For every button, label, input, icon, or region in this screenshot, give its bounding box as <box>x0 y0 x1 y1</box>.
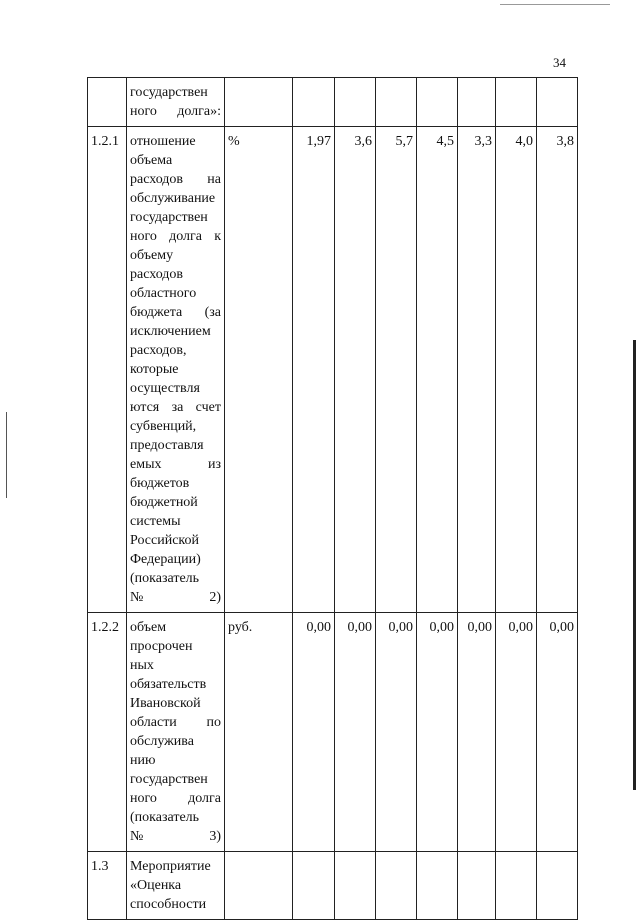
value-cell: 0,00 <box>417 613 458 852</box>
description-line: субвенций, <box>130 419 197 434</box>
value-cell: 0,00 <box>293 613 335 852</box>
value-cell <box>496 78 537 127</box>
description-line: «Оценка <box>130 878 182 893</box>
scan-edge-mark-top <box>500 4 610 5</box>
value-cell: 1,97 <box>293 127 335 613</box>
description-line: области по <box>130 715 221 730</box>
description-line: государствен <box>130 772 208 787</box>
description-line: (показатель <box>130 571 200 586</box>
description-line: бюджетной <box>130 495 198 510</box>
description-line: (показатель <box>130 810 200 825</box>
description-line: обслуживание <box>130 191 216 206</box>
value-cell <box>335 78 376 127</box>
table-row <box>88 852 578 920</box>
description-line: способности <box>130 897 207 912</box>
description-line: расходов, <box>130 343 187 358</box>
description-line: № 2) <box>130 590 221 605</box>
description-line: системы <box>130 514 181 529</box>
value-cell: 0,00 <box>376 613 417 852</box>
description-line: отношение <box>130 134 196 149</box>
value-cell: 5,7 <box>376 127 417 613</box>
row-number-cell: 1.2.1 <box>88 127 127 613</box>
description-line: Мероприятие <box>130 859 211 874</box>
value-cell <box>417 78 458 127</box>
description-line: расходов на <box>130 172 221 187</box>
value-cell: 3,6 <box>335 127 376 613</box>
table-row <box>88 127 578 613</box>
description-line: бюджетов <box>130 476 190 491</box>
value-cell <box>537 78 578 127</box>
description-cell <box>127 613 225 852</box>
value-cell: 4,5 <box>417 127 458 613</box>
description-cell <box>127 78 225 127</box>
table-row <box>88 78 578 127</box>
page-number: 34 <box>553 55 566 70</box>
description-line: осуществля <box>130 381 200 396</box>
row-number-cell <box>88 78 127 127</box>
scan-edge-mark-left <box>6 412 7 498</box>
value-cell: 0,00 <box>458 613 496 852</box>
description-line: емых из <box>130 457 221 472</box>
description-line: ются за счет <box>130 400 221 415</box>
value-cell: 0,00 <box>537 613 578 852</box>
table-row <box>88 613 578 852</box>
description-line: Российской <box>130 533 199 548</box>
value-cell: 3,8 <box>537 127 578 613</box>
description-line: которые <box>130 362 179 377</box>
scan-edge-mark-right <box>633 340 636 790</box>
value-cell <box>458 852 496 920</box>
description-line: бюджета (за <box>130 305 221 320</box>
description-line: обязательств <box>130 677 207 692</box>
value-cell: 4,0 <box>496 127 537 613</box>
value-cell <box>496 852 537 920</box>
description-line: объема <box>130 153 173 168</box>
indicator-table <box>87 77 578 920</box>
unit-cell: % <box>225 127 293 613</box>
description-cell <box>127 852 225 920</box>
table-body <box>88 78 578 920</box>
description-line: областного <box>130 286 197 301</box>
row-number-cell: 1.2.2 <box>88 613 127 852</box>
value-cell <box>293 78 335 127</box>
value-cell <box>376 852 417 920</box>
description-line: государствен <box>130 210 208 225</box>
value-cell <box>376 78 417 127</box>
description-line: Федерации) <box>130 552 201 567</box>
description-line: объем <box>130 620 167 635</box>
value-cell <box>417 852 458 920</box>
description-line: ного долга»: <box>130 104 221 119</box>
description-line: Ивановской <box>130 696 201 711</box>
unit-cell <box>225 78 293 127</box>
description-line: ного долга к <box>130 229 221 244</box>
description-cell <box>127 127 225 613</box>
description-line: № 3) <box>130 829 221 844</box>
description-line: государствен <box>130 85 208 100</box>
value-cell <box>458 78 496 127</box>
value-cell: 0,00 <box>496 613 537 852</box>
unit-cell <box>225 852 293 920</box>
value-cell <box>293 852 335 920</box>
description-line: расходов <box>130 267 184 282</box>
unit-cell: руб. <box>225 613 293 852</box>
value-cell: 3,3 <box>458 127 496 613</box>
description-line: предоставля <box>130 438 204 453</box>
value-cell: 0,00 <box>335 613 376 852</box>
description-line: обслужива <box>130 734 194 749</box>
description-line: исключением <box>130 324 211 339</box>
description-line: ных <box>130 658 154 673</box>
description-line: просрочен <box>130 639 193 654</box>
row-number-cell: 1.3 <box>88 852 127 920</box>
description-line: объему <box>130 248 174 263</box>
description-line: ного долга <box>130 791 221 806</box>
value-cell <box>537 852 578 920</box>
value-cell <box>335 852 376 920</box>
description-line: нию <box>130 753 156 768</box>
